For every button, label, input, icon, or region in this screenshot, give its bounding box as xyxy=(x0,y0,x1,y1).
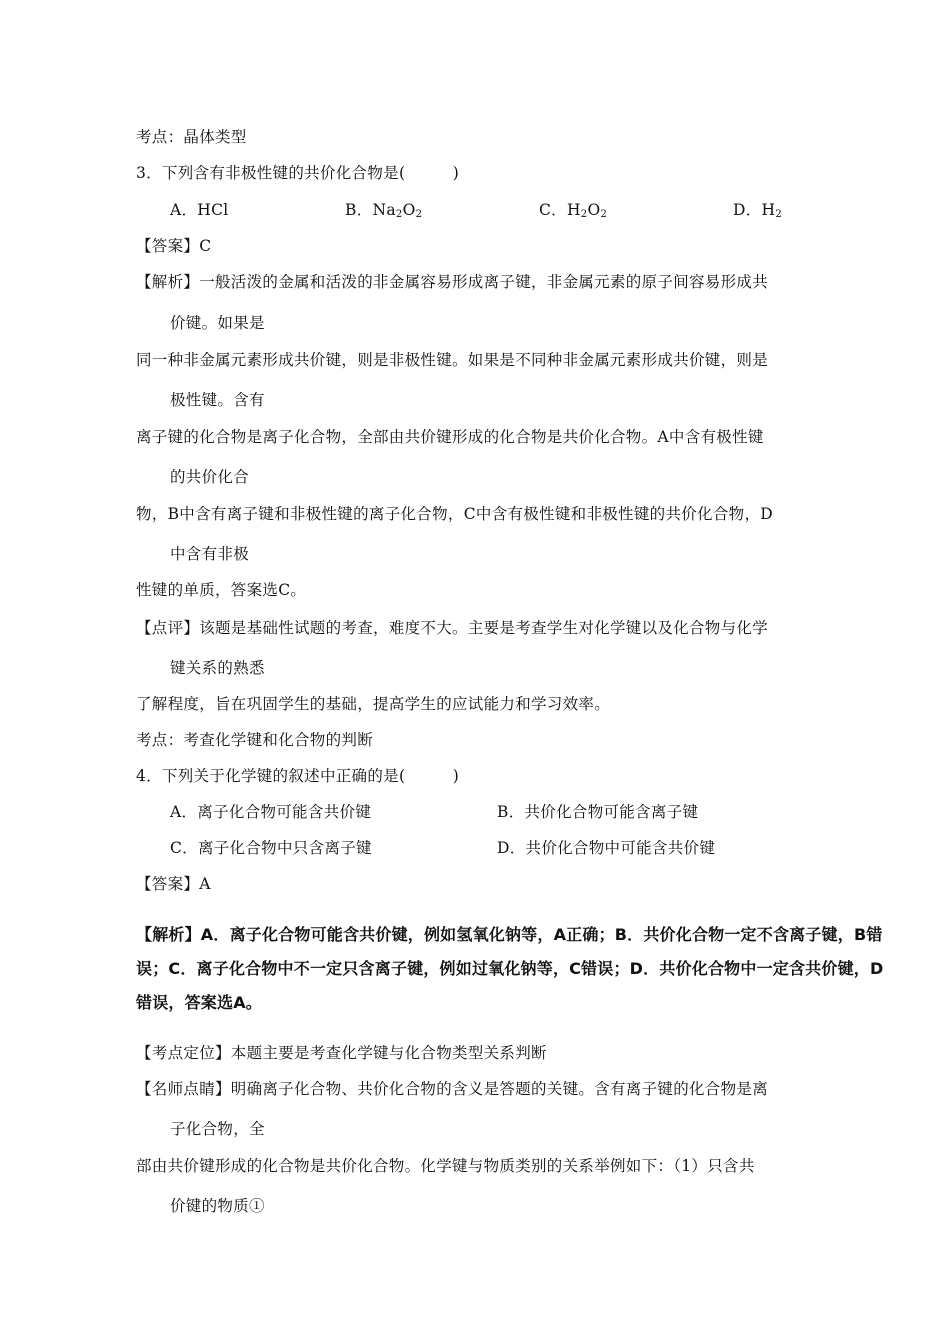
q3-analysis-line-5: 离子键的化合物是离子化合物，全部由共价键形成的化合物是共价化合物。A中含有极性键 xyxy=(136,428,764,446)
q3-analysis-line-2: 价键。如果是 xyxy=(170,314,265,332)
q4-teacher-note-line-4: 价键的物质① xyxy=(170,1197,265,1215)
q3-analysis-line-8: 中含有非极 xyxy=(170,545,250,563)
q4-option-b: B．共价化合物可能含离子键 xyxy=(497,803,699,821)
q4-teacher-note-line-3: 部由共价键形成的化合物是共价化合物。化学键与物质类别的关系举例如下：（1）只含共 xyxy=(136,1157,755,1175)
q4-key-point: 【考点定位】本题主要是考查化学键与化合物类型关系判断 xyxy=(136,1044,547,1062)
q3-option-d: D．$H_2$ xyxy=(733,201,783,220)
q4-answer: 【答案】A xyxy=(136,875,211,893)
q3-comment-line-3: 了解程度，旨在巩固学生的基础，提高学生的应试能力和学习效率。 xyxy=(136,695,611,713)
q3-option-c: C．$H_2O_2$ xyxy=(539,201,608,220)
q4-analysis-bold-line-1: 【解析】A．离子化合物可能含共价键，例如氢氧化钠等，A正确；B．共价化合物一定不含离子键，B错 xyxy=(136,925,883,944)
q3-comment-line-2: 键关系的熟悉 xyxy=(170,659,265,677)
q4-option-a: A．离子化合物可能含共价键 xyxy=(170,803,372,821)
q3-option-b: B．$Na_2O_2$ xyxy=(345,201,423,220)
q3-analysis-line-4: 极性键。含有 xyxy=(170,391,265,409)
q3-option-a: A．HCl xyxy=(170,201,229,219)
q3-analysis-line-6: 的共价化合 xyxy=(170,468,250,486)
q3-comment-line-1: 【点评】该题是基础性试题的考查，难度不大。主要是考查学生对化学键以及化合物与化学 xyxy=(136,619,769,637)
topic-line-chemical-bond: 考点：考查化学键和化合物的判断 xyxy=(136,731,374,749)
question-3-stem: 3．下列含有非极性键的共价化合物是( ) xyxy=(136,164,460,182)
topic-line-crystal-type: 考点：晶体类型 xyxy=(136,128,247,146)
q4-option-d: D．共价化合物中可能含共价键 xyxy=(497,839,716,857)
q3-analysis-line-3: 同一种非金属元素形成共价键，则是非极性键。如果是不同种非金属元素形成共价键，则是 xyxy=(136,351,769,369)
q4-option-c: C．离子化合物中只含离子键 xyxy=(170,839,372,857)
q3-analysis-line-1: 【解析】一般活泼的金属和活泼的非金属容易形成离子键，非金属元素的原子间容易形成共 xyxy=(136,273,769,291)
q3-analysis-line-7: 物，B中含有离子键和非极性键的离子化合物，C中含有极性键和非极性键的共价化合物，D xyxy=(136,505,773,523)
q3-analysis-line-9: 性键的单质，答案选C。 xyxy=(136,581,307,599)
q4-teacher-note-line-1: 【名师点睛】明确离子化合物、共价化合物的含义是答题的关键。含有离子键的化合物是离 xyxy=(136,1080,769,1098)
question-4-stem: 4．下列关于化学键的叙述中正确的是( ) xyxy=(136,767,460,785)
q4-analysis-bold-line-3: 错误，答案选A。 xyxy=(136,993,262,1012)
q3-answer: 【答案】C xyxy=(136,237,212,255)
q4-analysis-bold-line-2: 误；C．离子化合物中不一定只含离子键，例如过氧化钠等，C错误；D．共价化合物中一定含共价键，D xyxy=(136,959,884,978)
q4-teacher-note-line-2: 子化合物，全 xyxy=(170,1120,265,1138)
